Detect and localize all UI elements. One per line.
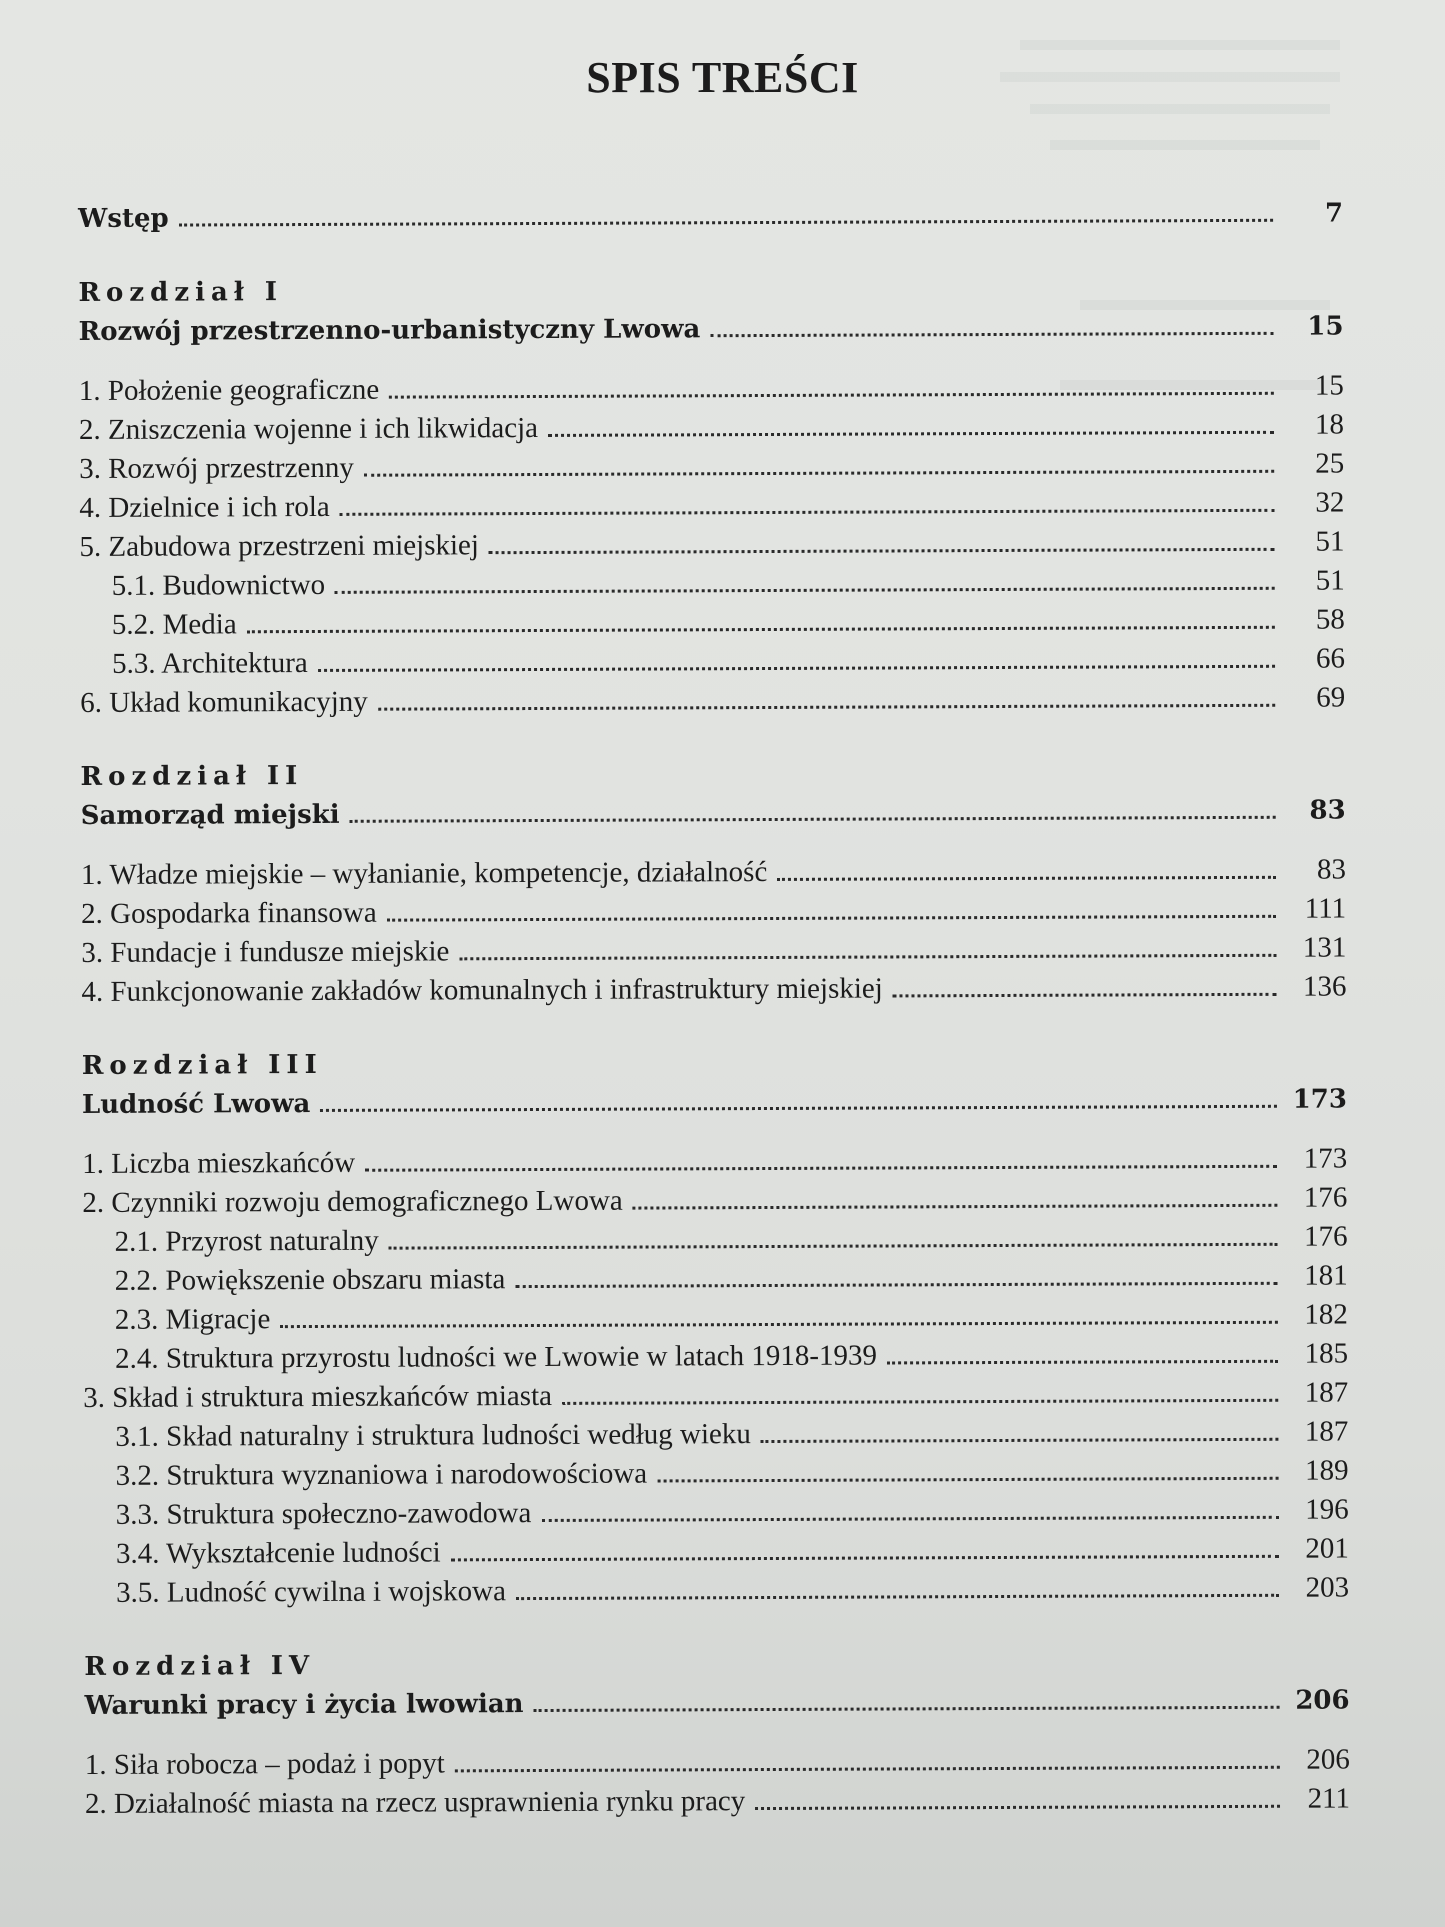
toc-entry-label: 2.1. Przyrost naturalny <box>114 1224 379 1258</box>
toc-entry-page: 185 <box>1304 1337 1349 1370</box>
page-title: SPIS TREŚCI <box>586 53 859 102</box>
dot-leader <box>378 704 1275 711</box>
toc-entry-label: 2.3. Migracje <box>114 1303 271 1336</box>
table-of-contents <box>78 194 1350 1824</box>
toc-entry-label: 2. Gospodarka finansowa <box>81 896 377 930</box>
toc-entry-page: 18 <box>1314 408 1345 441</box>
chapter-title-row <box>82 1080 1347 1125</box>
toc-entry <box>79 522 1344 567</box>
toc-entry <box>82 1139 1347 1184</box>
toc-entry-page: 203 <box>1305 1571 1350 1604</box>
toc-entry-page: 211 <box>1307 1782 1351 1815</box>
dot-leader <box>340 509 1275 516</box>
toc-subentry <box>80 639 1345 684</box>
chapter-title: Samorząd miejski <box>80 799 340 831</box>
toc-entry-page: 58 <box>1315 603 1345 636</box>
dot-leader <box>459 954 1276 961</box>
dot-leader <box>179 219 1273 227</box>
toc-entry <box>81 850 1346 895</box>
toc-entry-page: 181 <box>1304 1259 1348 1292</box>
toc-entry-page: 32 <box>1315 486 1345 519</box>
dot-leader <box>335 587 1275 594</box>
toc-entry-page: 176 <box>1303 1220 1348 1253</box>
chapter-label: Rozdział IV <box>84 1650 316 1682</box>
toc-entry-label: 3. Skład i struktura mieszkańców miasta <box>83 1379 553 1414</box>
dot-leader <box>887 1360 1278 1365</box>
dot-leader <box>387 915 1276 922</box>
dot-leader <box>455 1766 1280 1773</box>
toc-entry-page: 69 <box>1316 681 1346 714</box>
toc-entry <box>79 483 1344 528</box>
toc-subentry <box>83 1451 1348 1496</box>
toc-entry-label: 3. Rozwój przestrzenny <box>79 451 354 485</box>
dot-leader <box>280 1321 1278 1328</box>
toc-entry-label: 3. Fundacje i fundusze miejskie <box>81 935 450 969</box>
toc-entry-intro <box>78 194 1343 239</box>
toc-entry-label: 5.2. Media <box>111 608 237 641</box>
toc-subentry <box>83 1295 1348 1340</box>
toc-entry <box>79 366 1344 411</box>
dot-leader <box>548 431 1274 437</box>
toc-entry-page: 25 <box>1315 447 1345 480</box>
toc-entry <box>82 1178 1347 1223</box>
toc-entry-page: 187 <box>1304 1376 1349 1409</box>
dot-leader <box>777 876 1276 881</box>
toc-entry <box>80 678 1345 723</box>
toc-entry-label: 4. Funkcjonowanie zakładów komunalnych i infrastruktury miejskiej <box>81 972 883 1008</box>
toc-entry-label: 2.4. Struktura przyrostu ludności we Lwowie w latach 1918-1939 <box>114 1339 878 1375</box>
toc-entry-label: Wstęp <box>78 203 169 234</box>
dot-leader <box>389 392 1274 399</box>
toc-subentry <box>83 1334 1348 1379</box>
toc-entry <box>85 1779 1350 1824</box>
chapter-title: Warunki pracy i życia lwowian <box>84 1689 524 1721</box>
dot-leader <box>364 470 1274 477</box>
toc-entry <box>79 405 1344 450</box>
toc-entry <box>81 928 1346 973</box>
toc-entry-label: 1. Położenie geograficzne <box>78 373 380 407</box>
chapter-title: Rozwój przestrzenno-urbanistyczny Lwowa <box>78 314 701 347</box>
toc-entry-label: 5. Zabudowa przestrzeni miejskiej <box>79 529 480 563</box>
chapter-label: Rozdział II <box>80 761 304 792</box>
toc-entry-page: 7 <box>1324 198 1344 229</box>
toc-entry-page: 173 <box>1292 1084 1348 1115</box>
dot-leader <box>389 1243 1278 1250</box>
toc-entry-label: 3.2. Struktura wyznaniowa i narodowościowa <box>115 1457 648 1492</box>
dot-leader <box>633 1204 1278 1210</box>
toc-entry-label: 5.1. Budownictwo <box>111 568 326 602</box>
toc-entry-page: 83 <box>1316 853 1347 886</box>
toc-entry-page: 189 <box>1304 1454 1349 1487</box>
toc-entry-label: 4. Dzielnice i ich rola <box>79 490 330 524</box>
dot-leader <box>657 1477 1278 1483</box>
toc-entry-page: 66 <box>1315 642 1346 675</box>
dot-leader <box>516 1594 1279 1600</box>
toc-entry-label: 2. Czynniki rozwoju demograficznego Lwowa <box>82 1184 623 1219</box>
toc-subentry <box>83 1412 1348 1457</box>
toc-entry-label: 5.3. Architektura <box>111 647 308 680</box>
toc-entry-label: 3.3. Struktura społeczno-zawodowa <box>115 1497 532 1531</box>
chapter-label: Rozdział III <box>81 1049 323 1081</box>
toc-entry-page: 201 <box>1305 1532 1349 1565</box>
toc-entry-page: 196 <box>1305 1493 1349 1526</box>
chapter-label: Rozdział I <box>78 277 284 308</box>
dot-leader <box>755 1805 1280 1810</box>
dot-leader <box>365 1165 1277 1172</box>
dot-leader <box>247 626 1275 633</box>
toc-entry-page: 206 <box>1295 1685 1350 1716</box>
toc-entry-page: 176 <box>1303 1181 1348 1214</box>
toc-entry-page: 51 <box>1315 525 1345 558</box>
toc-entry-page: 131 <box>1302 931 1347 964</box>
toc-entry-label: 1. Siła robocza – podaż i popyt <box>84 1747 445 1781</box>
toc-entry <box>81 967 1346 1012</box>
toc-subentry <box>80 561 1345 606</box>
chapter-title-row <box>81 791 1346 836</box>
toc-entry <box>81 889 1346 934</box>
dot-leader <box>761 1438 1279 1443</box>
toc-entry <box>85 1740 1350 1785</box>
toc-subentry <box>84 1529 1349 1574</box>
toc-entry <box>79 444 1344 489</box>
toc-entry-page: 83 <box>1309 795 1346 826</box>
toc-entry-page: 15 <box>1314 369 1344 402</box>
chapter-title-row <box>84 1681 1349 1726</box>
dot-leader <box>893 993 1277 998</box>
toc-subentry <box>83 1256 1348 1301</box>
toc-subentry <box>82 1217 1347 1262</box>
toc-entry-label: 2. Zniszczenia wojenne i ich likwidacja <box>78 411 539 446</box>
toc-entry-page: 51 <box>1315 564 1345 597</box>
toc-entry-page: 187 <box>1304 1415 1349 1448</box>
chapter-title: Ludność Lwowa <box>81 1088 311 1120</box>
toc-entry-page: 15 <box>1307 311 1344 342</box>
dot-leader <box>318 665 1275 672</box>
dot-leader <box>515 1282 1277 1288</box>
dot-leader <box>562 1399 1278 1405</box>
dot-leader <box>541 1516 1278 1522</box>
toc-entry-label: 2. Działalność miasta na rzecz usprawnienia rynku pracy <box>84 1785 746 1820</box>
dot-leader <box>489 548 1275 554</box>
toc-subentry <box>84 1490 1349 1535</box>
dot-leader <box>350 816 1276 823</box>
toc-entry-label: 3.1. Skład naturalny i struktura ludności według wieku <box>115 1418 751 1453</box>
toc-entry-label: 3.5. Ludność cywilna i wojskowa <box>116 1575 506 1609</box>
toc-entry-page: 182 <box>1304 1298 1348 1331</box>
chapter-title-row <box>78 307 1343 352</box>
toc-entry-page: 111 <box>1304 892 1347 925</box>
dot-leader <box>320 1105 1277 1112</box>
dot-leader <box>710 332 1273 337</box>
toc-subentry <box>80 600 1345 645</box>
dot-leader <box>534 1706 1280 1712</box>
toc-entry-label: 1. Władze miejskie – wyłanianie, kompetencje, działalność <box>80 855 768 891</box>
toc-entry-label: 6. Układ komunikacyjny <box>80 685 368 719</box>
toc-entry-page: 136 <box>1302 970 1347 1003</box>
toc-entry <box>83 1373 1348 1418</box>
toc-entry-label: 3.4. Wykształcenie ludności <box>115 1536 441 1570</box>
toc-entry-label: 1. Liczba mieszkańców <box>82 1146 356 1180</box>
dot-leader <box>451 1555 1279 1562</box>
toc-entry-label: 2.2. Powiększenie obszaru miasta <box>114 1263 506 1297</box>
toc-entry-page: 173 <box>1303 1142 1348 1175</box>
toc-entry-page: 206 <box>1306 1743 1350 1776</box>
toc-subentry <box>84 1568 1349 1613</box>
